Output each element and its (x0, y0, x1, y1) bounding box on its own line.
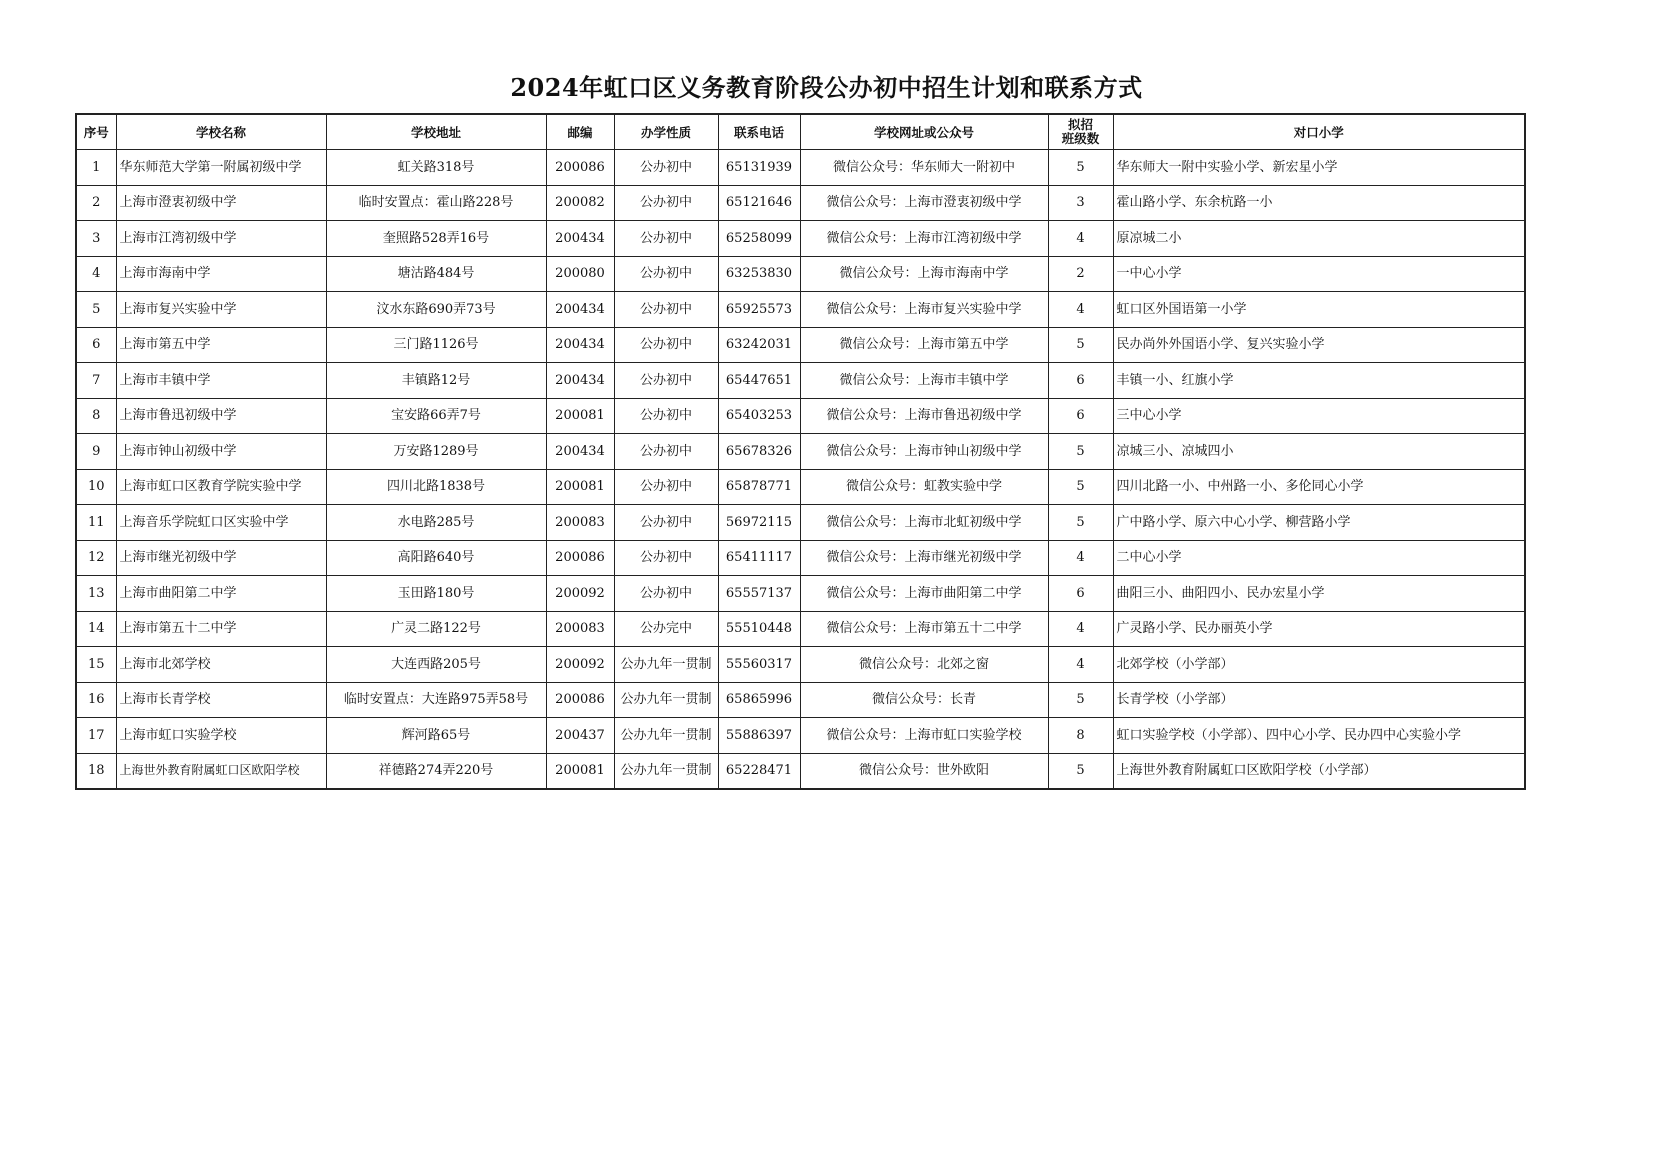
school-address: 丰镇路12号 (326, 363, 546, 399)
header-col-class-count: 拟招 班级数 (1048, 114, 1113, 150)
phone: 63242031 (718, 327, 800, 363)
row-index: 12 (76, 540, 116, 576)
postcode: 200086 (546, 540, 614, 576)
primary-schools: 广中路小学、原六中心小学、柳营路小学 (1113, 505, 1525, 541)
postcode: 200434 (546, 434, 614, 470)
primary-schools: 华东师大一附中实验小学、新宏星小学 (1113, 150, 1525, 186)
school-address: 临时安置点：霍山路228号 (326, 185, 546, 221)
website: 微信公众号：上海市海南中学 (800, 256, 1048, 292)
primary-schools: 广灵路小学、民办丽英小学 (1113, 611, 1525, 647)
header-col-primary-schools: 对口小学 (1113, 114, 1525, 150)
school-type: 公办九年一贯制 (614, 647, 718, 683)
class-count: 6 (1048, 363, 1113, 399)
class-count: 5 (1048, 434, 1113, 470)
row-index: 6 (76, 327, 116, 363)
school-name: 上海市钟山初级中学 (116, 434, 326, 470)
school-address: 汶水东路690弄73号 (326, 292, 546, 328)
class-count: 2 (1048, 256, 1113, 292)
school-type: 公办九年一贯制 (614, 682, 718, 718)
class-count: 5 (1048, 150, 1113, 186)
school-type: 公办初中 (614, 469, 718, 505)
table-row (76, 363, 1525, 399)
school-name: 上海市北郊学校 (116, 647, 326, 683)
phone: 65557137 (718, 576, 800, 612)
school-type: 公办初中 (614, 540, 718, 576)
postcode: 200434 (546, 221, 614, 257)
row-index: 10 (76, 469, 116, 505)
website: 微信公众号：上海市曲阳第二中学 (800, 576, 1048, 612)
primary-schools: 二中心小学 (1113, 540, 1525, 576)
postcode: 200437 (546, 718, 614, 754)
website: 微信公众号：上海市江湾初级中学 (800, 221, 1048, 257)
school-name: 上海市江湾初级中学 (116, 221, 326, 257)
row-index: 1 (76, 150, 116, 186)
primary-schools: 曲阳三小、曲阳四小、民办宏星小学 (1113, 576, 1525, 612)
class-count: 5 (1048, 753, 1113, 789)
website: 微信公众号：虹教实验中学 (800, 469, 1048, 505)
postcode: 200092 (546, 647, 614, 683)
school-type: 公办初中 (614, 185, 718, 221)
school-address: 塘沽路484号 (326, 256, 546, 292)
school-name: 上海市海南中学 (116, 256, 326, 292)
postcode: 200083 (546, 611, 614, 647)
primary-schools: 四川北路一小、中州路一小、多伦同心小学 (1113, 469, 1525, 505)
school-address: 水电路285号 (326, 505, 546, 541)
row-index: 11 (76, 505, 116, 541)
table-body (76, 150, 1525, 790)
row-index: 8 (76, 398, 116, 434)
website: 微信公众号：上海市第五中学 (800, 327, 1048, 363)
school-type: 公办初中 (614, 256, 718, 292)
table-row (76, 647, 1525, 683)
table-header (76, 114, 1525, 150)
primary-schools: 虹口实验学校（小学部）、四中心小学、民办四中心实验小学 (1113, 718, 1525, 754)
school-type: 公办初中 (614, 505, 718, 541)
enrollment-table (75, 113, 1526, 790)
phone: 65878771 (718, 469, 800, 505)
postcode: 200434 (546, 327, 614, 363)
phone: 65865996 (718, 682, 800, 718)
class-count: 4 (1048, 292, 1113, 328)
school-address: 奎照路528弄16号 (326, 221, 546, 257)
row-index: 3 (76, 221, 116, 257)
primary-schools: 上海世外教育附属虹口区欧阳学校（小学部） (1113, 753, 1525, 789)
school-type: 公办初中 (614, 434, 718, 470)
website: 微信公众号：上海市澄衷初级中学 (800, 185, 1048, 221)
row-index: 13 (76, 576, 116, 612)
header-col-address: 学校地址 (326, 114, 546, 150)
table-row (76, 185, 1525, 221)
school-name: 上海市虹口区教育学院实验中学 (116, 469, 326, 505)
row-index: 7 (76, 363, 116, 399)
row-index: 2 (76, 185, 116, 221)
school-name: 上海市第五十二中学 (116, 611, 326, 647)
header-row (76, 114, 1525, 150)
website: 微信公众号：北郊之窗 (800, 647, 1048, 683)
website: 微信公众号：上海市继光初级中学 (800, 540, 1048, 576)
table-row (76, 576, 1525, 612)
phone: 65678326 (718, 434, 800, 470)
school-type: 公办初中 (614, 292, 718, 328)
school-name: 上海市复兴实验中学 (116, 292, 326, 328)
school-address: 玉田路180号 (326, 576, 546, 612)
table-row (76, 469, 1525, 505)
school-name: 上海市长青学校 (116, 682, 326, 718)
postcode: 200083 (546, 505, 614, 541)
primary-schools: 三中心小学 (1113, 398, 1525, 434)
school-type: 公办初中 (614, 576, 718, 612)
phone: 55560317 (718, 647, 800, 683)
primary-schools: 虹口区外国语第一小学 (1113, 292, 1525, 328)
school-address: 高阳路640号 (326, 540, 546, 576)
primary-schools: 丰镇一小、红旗小学 (1113, 363, 1525, 399)
school-name: 上海市曲阳第二中学 (116, 576, 326, 612)
row-index: 14 (76, 611, 116, 647)
page-title: 2024年虹口区义务教育阶段公办初中招生计划和联系方式 (510, 73, 1143, 102)
table-row (76, 221, 1525, 257)
row-index: 9 (76, 434, 116, 470)
school-type: 公办完中 (614, 611, 718, 647)
postcode: 200081 (546, 469, 614, 505)
school-type: 公办初中 (614, 327, 718, 363)
class-count: 5 (1048, 682, 1113, 718)
school-address: 临时安置点：大连路975弄58号 (326, 682, 546, 718)
school-address: 四川北路1838号 (326, 469, 546, 505)
table-row (76, 327, 1525, 363)
row-index: 16 (76, 682, 116, 718)
table-row (76, 434, 1525, 470)
row-index: 17 (76, 718, 116, 754)
class-count: 4 (1048, 647, 1113, 683)
class-count: 3 (1048, 185, 1113, 221)
school-name: 华东师范大学第一附属初级中学 (116, 150, 326, 186)
table-row (76, 718, 1525, 754)
phone: 63253830 (718, 256, 800, 292)
school-address: 三门路1126号 (326, 327, 546, 363)
postcode: 200092 (546, 576, 614, 612)
table-row (76, 611, 1525, 647)
school-address: 宝安路66弄7号 (326, 398, 546, 434)
website: 微信公众号：世外欧阳 (800, 753, 1048, 789)
school-name: 上海市第五中学 (116, 327, 326, 363)
table-row (76, 505, 1525, 541)
school-address: 辉河路65号 (326, 718, 546, 754)
class-count: 4 (1048, 540, 1113, 576)
school-address: 广灵二路122号 (326, 611, 546, 647)
phone: 65447651 (718, 363, 800, 399)
table-row (76, 398, 1525, 434)
phone: 65403253 (718, 398, 800, 434)
school-address: 万安路1289号 (326, 434, 546, 470)
school-name: 上海市澄衷初级中学 (116, 185, 326, 221)
header-col-website: 学校网址或公众号 (800, 114, 1048, 150)
postcode: 200080 (546, 256, 614, 292)
school-address: 大连西路205号 (326, 647, 546, 683)
school-type: 公办初中 (614, 150, 718, 186)
table-row (76, 292, 1525, 328)
phone: 55510448 (718, 611, 800, 647)
website: 微信公众号：上海市钟山初级中学 (800, 434, 1048, 470)
header-col-postcode: 邮编 (546, 114, 614, 150)
table-row (76, 540, 1525, 576)
website: 微信公众号：上海市虹口实验学校 (800, 718, 1048, 754)
class-count: 5 (1048, 469, 1113, 505)
phone: 65925573 (718, 292, 800, 328)
school-type: 公办初中 (614, 398, 718, 434)
website: 微信公众号：上海市丰镇中学 (800, 363, 1048, 399)
postcode: 200434 (546, 363, 614, 399)
school-address: 祥德路274弄220号 (326, 753, 546, 789)
header-col-school-type: 办学性质 (614, 114, 718, 150)
phone: 65121646 (718, 185, 800, 221)
postcode: 200081 (546, 753, 614, 789)
table-row (76, 256, 1525, 292)
class-count: 6 (1048, 398, 1113, 434)
primary-schools: 长青学校（小学部） (1113, 682, 1525, 718)
postcode: 200086 (546, 682, 614, 718)
school-name: 上海音乐学院虹口区实验中学 (116, 505, 326, 541)
website: 微信公众号：上海市复兴实验中学 (800, 292, 1048, 328)
website: 微信公众号：长青 (800, 682, 1048, 718)
header-col-school-name: 学校名称 (116, 114, 326, 150)
website: 微信公众号：上海市鲁迅初级中学 (800, 398, 1048, 434)
table-row (76, 753, 1525, 789)
table-row (76, 682, 1525, 718)
phone: 55886397 (718, 718, 800, 754)
table-row (76, 150, 1525, 186)
school-type: 公办九年一贯制 (614, 718, 718, 754)
website: 微信公众号：上海市第五十二中学 (800, 611, 1048, 647)
primary-schools: 原凉城二小 (1113, 221, 1525, 257)
school-name: 上海市丰镇中学 (116, 363, 326, 399)
postcode: 200434 (546, 292, 614, 328)
school-name: 上海市鲁迅初级中学 (116, 398, 326, 434)
phone: 65228471 (718, 753, 800, 789)
phone: 65411117 (718, 540, 800, 576)
header-col-index: 序号 (76, 114, 116, 150)
class-count: 4 (1048, 221, 1113, 257)
phone: 56972115 (718, 505, 800, 541)
class-count: 5 (1048, 505, 1113, 541)
primary-schools: 一中心小学 (1113, 256, 1525, 292)
website: 微信公众号：华东师大一附初中 (800, 150, 1048, 186)
postcode: 200081 (546, 398, 614, 434)
primary-schools: 北郊学校（小学部） (1113, 647, 1525, 683)
phone: 65131939 (718, 150, 800, 186)
row-index: 4 (76, 256, 116, 292)
class-count: 6 (1048, 576, 1113, 612)
school-name: 上海市虹口实验学校 (116, 718, 326, 754)
school-address: 虹关路318号 (326, 150, 546, 186)
school-type: 公办初中 (614, 221, 718, 257)
primary-schools: 民办尚外外国语小学、复兴实验小学 (1113, 327, 1525, 363)
row-index: 5 (76, 292, 116, 328)
class-count: 5 (1048, 327, 1113, 363)
school-name: 上海市继光初级中学 (116, 540, 326, 576)
school-type: 公办九年一贯制 (614, 753, 718, 789)
website: 微信公众号：上海市北虹初级中学 (800, 505, 1048, 541)
postcode: 200086 (546, 150, 614, 186)
row-index: 18 (76, 753, 116, 789)
class-count: 4 (1048, 611, 1113, 647)
school-name: 上海世外教育附属虹口区欧阳学校 (116, 753, 326, 789)
phone: 65258099 (718, 221, 800, 257)
postcode: 200082 (546, 185, 614, 221)
row-index: 15 (76, 647, 116, 683)
primary-schools: 凉城三小、凉城四小 (1113, 434, 1525, 470)
school-type: 公办初中 (614, 363, 718, 399)
header-col-phone: 联系电话 (718, 114, 800, 150)
primary-schools: 霍山路小学、东余杭路一小 (1113, 185, 1525, 221)
class-count: 8 (1048, 718, 1113, 754)
